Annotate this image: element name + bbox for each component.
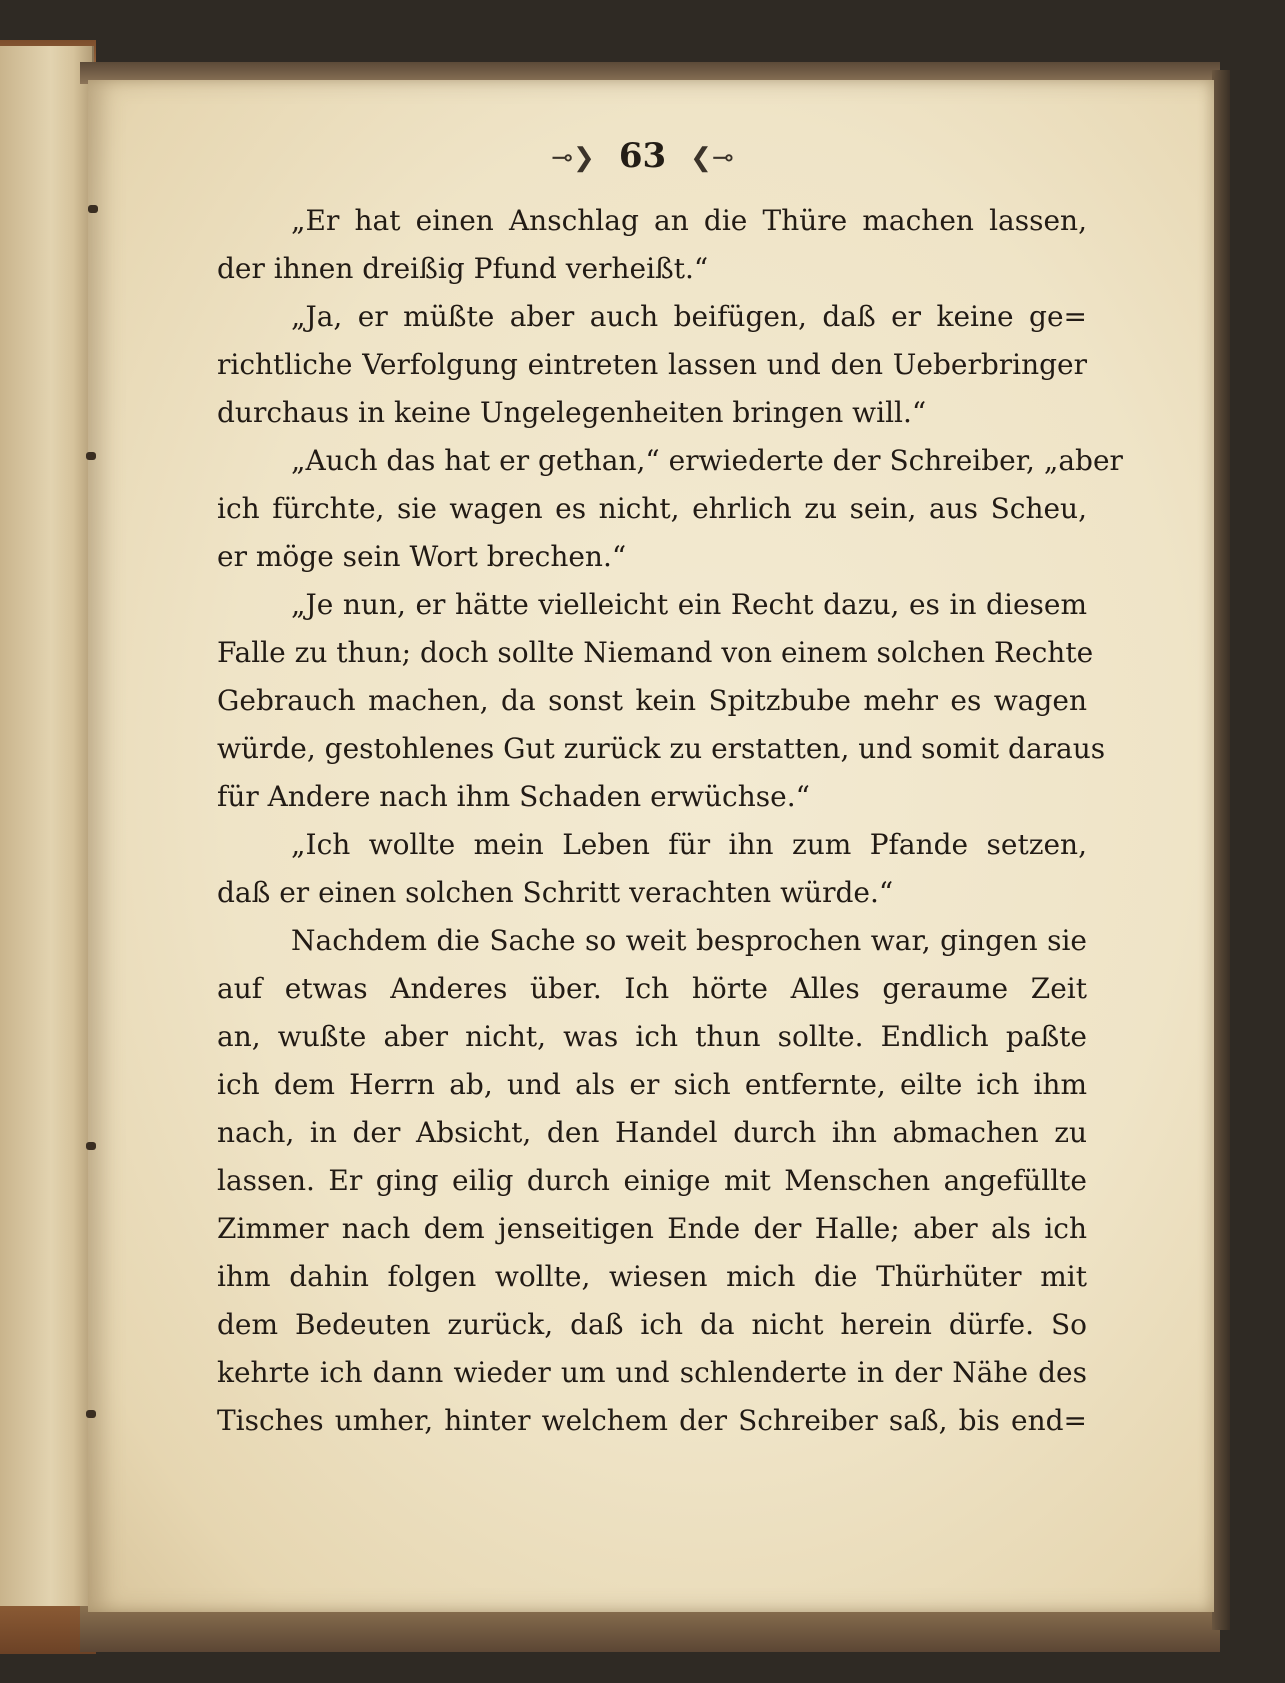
ornament-left-icon: ⊸❯ [551, 143, 595, 173]
binding-thread-mark [86, 1142, 96, 1150]
binding-thread-mark [86, 1410, 96, 1418]
page-header [0, 136, 1285, 176]
text-line: daß er einen solchen Schritt verachten würde.“ [217, 876, 894, 909]
text-line: Nachdem die Sache so weit besprochen war, gingen sie [291, 924, 1087, 957]
text-line: an, wußte aber nicht, was ich thun sollte. Endlich paßte [217, 1020, 1087, 1053]
text-line: „Auch das hat er gethan,“ erwiederte der Schreiber, „aber [291, 444, 1123, 477]
text-line: „Er hat einen Anschlag an die Thüre machen lassen, [291, 204, 1087, 237]
text-line: lassen. Er ging eilig durch einige mit Menschen angefüllte [217, 1164, 1087, 1197]
text-line: „Ja, er müßte aber auch beifügen, daß er keine ge= [291, 300, 1087, 333]
text-line: ich fürchte, sie wagen es nicht, ehrlich zu sein, aus Scheu, [217, 492, 1087, 525]
text-line: würde, gestohlenes Gut zurück zu erstatten, und somit daraus [217, 732, 1106, 765]
text-line: Falle zu thun; doch sollte Niemand von einem solchen Rechte [217, 636, 1094, 669]
book-cover-bottom-edge [80, 1606, 1220, 1652]
text-line: kehrte ich dann wieder um und schlenderte in der Nähe des [217, 1356, 1087, 1389]
text-line: Tisches umher, hinter welchem der Schreiber saß, bis end= [217, 1404, 1087, 1437]
book-cover-right-edge [1212, 70, 1230, 1630]
text-line: „Ich wollte mein Leben für ihn zum Pfande setzen, [291, 828, 1087, 861]
text-line: ich dem Herrn ab, und als er sich entfernte, eilte ich ihm [217, 1068, 1087, 1101]
text-line: der ihnen dreißig Pfund verheißt.“ [217, 252, 709, 285]
page-number: 63 [618, 136, 667, 176]
binding-thread-mark [88, 205, 98, 213]
text-line: auf etwas Anderes über. Ich hörte Alles geraume Zeit [217, 972, 1087, 1005]
text-line: richtliche Verfolgung eintreten lassen und den Ueberbringer [217, 348, 1087, 381]
body-text [217, 197, 1123, 1445]
text-line: Zimmer nach dem jenseitigen Ende der Halle; aber als ich [217, 1212, 1087, 1245]
text-line: „Je nun, er hätte vielleicht ein Recht dazu, es in diesem [291, 588, 1087, 621]
text-line: Gebrauch machen, da sonst kein Spitzbube mehr es wagen [217, 684, 1087, 717]
text-line: dem Bedeuten zurück, daß ich da nicht herein dürfe. So [217, 1308, 1087, 1341]
text-line: durchaus in keine Ungelegenheiten bringen will.“ [217, 396, 927, 429]
text-line: er möge sein Wort brechen.“ [217, 540, 627, 573]
ornament-right-icon: ❮⊸ [690, 143, 734, 173]
text-line: für Andere nach ihm Schaden erwüchse.“ [217, 780, 810, 813]
text-line: nach, in der Absicht, den Handel durch ihn abmachen zu [217, 1116, 1087, 1149]
text-line: ihm dahin folgen wollte, wiesen mich die Thürhüter mit [217, 1260, 1087, 1293]
binding-thread-mark [86, 452, 96, 460]
left-page-edge [0, 46, 94, 1631]
